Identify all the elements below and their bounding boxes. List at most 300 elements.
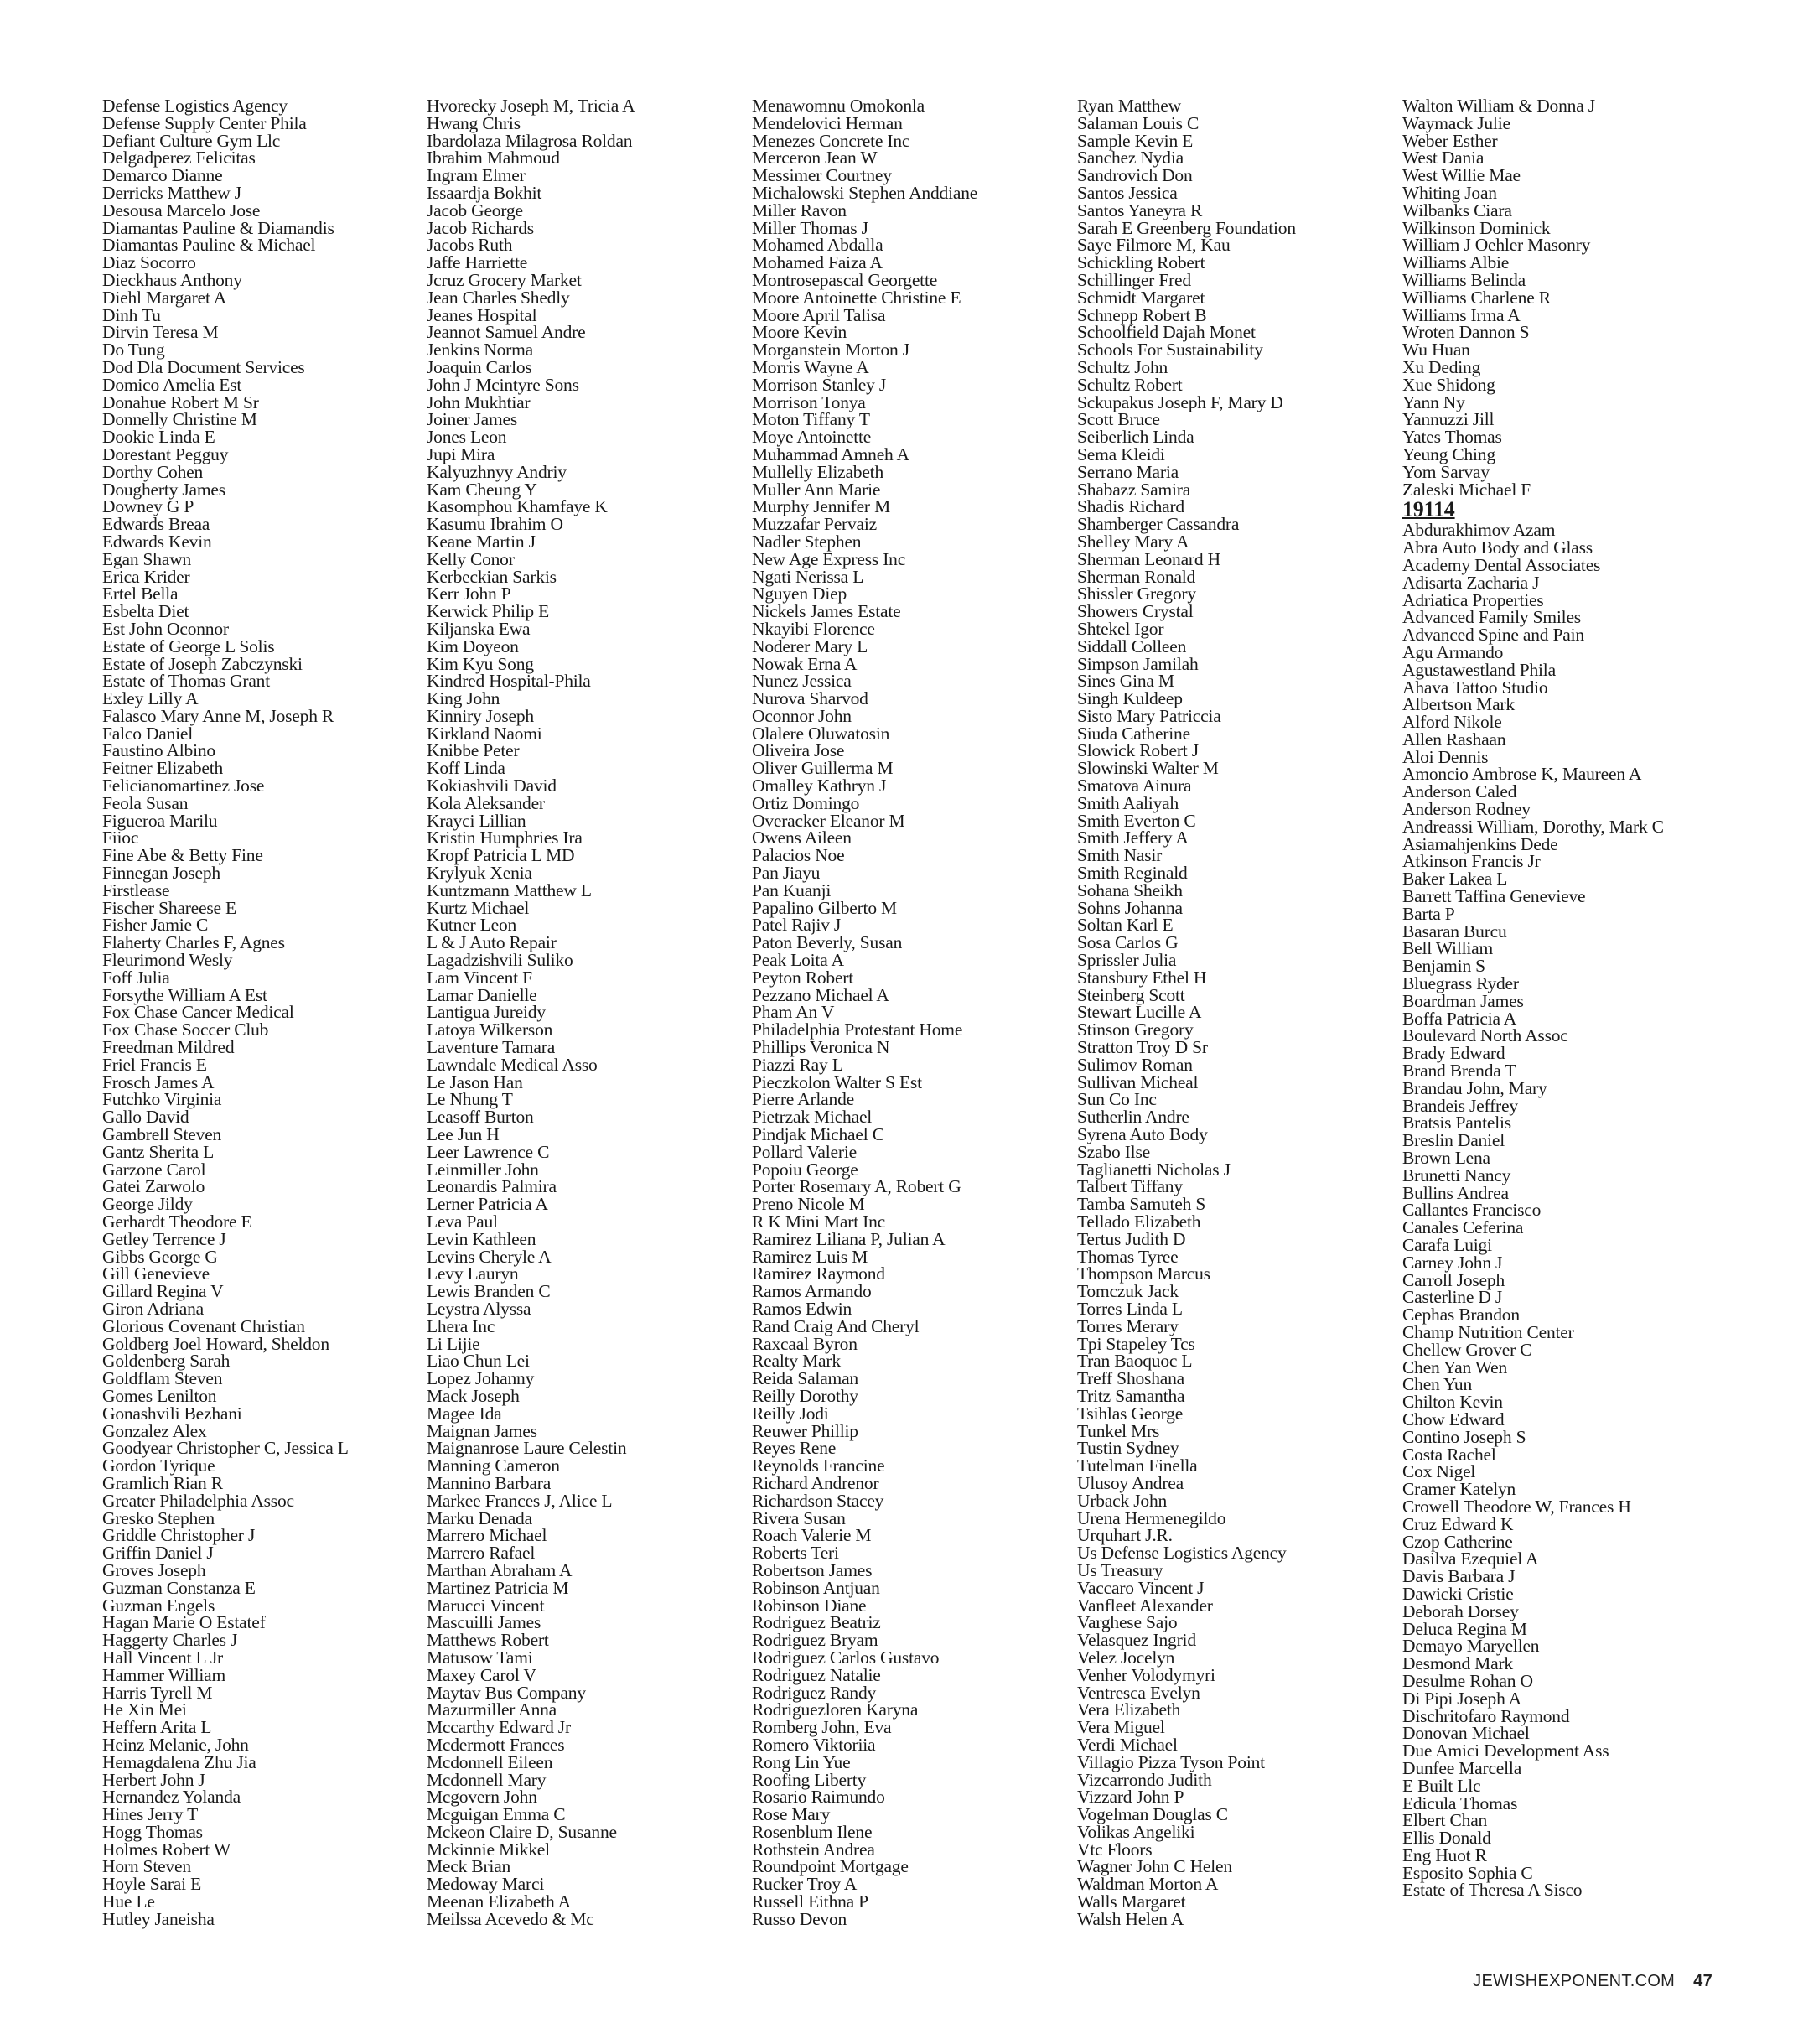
list-item: Moye Antoinette [752,427,872,448]
list-item: Estate of Theresa A Sisco [1402,1880,1583,1901]
list-item: Marucci Vincent [427,1595,545,1616]
list-item: Realty Mark [752,1351,841,1372]
list-item: Mannino Barbara [427,1472,552,1493]
list-item: Desulme Rohan O [1402,1670,1533,1691]
list-item: Reuwer Phillip [752,1420,858,1441]
list-item: Shissler Gregory [1077,584,1196,604]
list-item: Rose Mary [752,1804,831,1825]
list-item: Seiberlich Linda [1077,427,1194,448]
list-item: Porter Rosemary A, Robert G [752,1176,961,1197]
list-item: Smith Jeffery A [1077,827,1189,848]
list-item: Rivera Susan [752,1507,846,1528]
list-item: Krayci Lillian [427,810,526,831]
list-item: Rodriguezloren Karyna [752,1699,919,1720]
list-item: Costa Rachel [1402,1444,1496,1465]
list-item: Wilkinson Dominick [1402,217,1551,238]
list-item: Herbert John J [102,1769,205,1790]
list-item: Levin Kathleen [427,1228,536,1249]
list-item: Donovan Michael [1402,1723,1530,1744]
list-item: Casterline D J [1402,1287,1503,1308]
list-item: Defense Supply Center Phila [102,112,307,133]
list-item: Edicula Thomas [1402,1792,1518,1813]
list-item: Showers Crystal [1077,601,1194,622]
list-item: Firstlease [102,879,170,900]
list-item: Papalino Gilberto M [752,897,897,918]
list-item: Stewart Lucille A [1077,1002,1202,1023]
list-item: Diamantas Pauline & Michael [102,235,316,256]
list-item: Anderson Caled [1402,781,1517,802]
list-item: George Jildy [102,1194,193,1215]
list-item: Vogelman Douglas C [1077,1804,1228,1825]
list-item: Glorious Covenant Christian [102,1315,305,1336]
list-item: Jaffe Harriette [427,252,528,273]
list-item: Ryan Matthew [1077,96,1181,116]
list-item: Rodriguez Randy [752,1682,877,1703]
list-item: Leasoff Burton [427,1107,534,1128]
list-item: Carney John J [1402,1252,1503,1273]
list-item: Hogg Thomas [102,1821,203,1842]
list-item: Williams Albie [1402,252,1510,273]
list-item: Walton William & Donna J [1402,96,1595,116]
list-item: Frosch James A [102,1071,215,1092]
list-item: Boardman James [1402,990,1524,1011]
list-item: Jean Charles Shedly [427,287,570,308]
list-item: Desousa Marcelo Jose [102,200,261,220]
list-item: Felicianomartinez Jose [102,776,265,796]
list-item: Demayo Maryellen [1402,1636,1540,1657]
list-item: Kiljanska Ewa [427,618,531,639]
list-item: Bell William [1402,938,1494,959]
list-item: Gramlich Rian R [102,1472,223,1493]
list-item: Olalere Oluwatosin [752,723,890,744]
list-item: Lawndale Medical Asso [427,1054,598,1075]
list-item: Patel Rajiv J [752,915,842,936]
list-item: Muller Ann Marie [752,479,881,500]
list-item: Lopez Johanny [427,1368,535,1389]
list-item: Hall Vincent L Jr [102,1647,223,1668]
list-item: Finnegan Joseph [102,863,220,884]
list-item: Latoya Wilkerson [427,1019,553,1040]
list-item: Nadler Stephen [752,531,862,552]
list-item: Cox Nigel [1402,1461,1476,1482]
list-item: Kim Doyeon [427,636,519,656]
list-item: Tritz Samantha [1077,1385,1185,1406]
list-item: Raxcaal Byron [752,1333,858,1354]
list-item: Sulimov Roman [1077,1054,1193,1075]
list-item: Ibrahim Mahmoud [427,148,560,169]
list-item: Morris Wayne A [752,356,869,377]
list-item: Rodriguez Beatriz [752,1612,881,1633]
list-item: Pan Kuanji [752,879,832,900]
zip-19114-name-list [1402,521,1721,1899]
list-item: Hwang Chris [427,112,521,133]
list-item: Vera Elizabeth [1077,1699,1181,1720]
list-item: Xue Shidong [1402,374,1495,395]
list-item: Marrero Michael [427,1525,547,1546]
list-item: Mcdermott Frances [427,1734,565,1755]
list-item: Tellado Elizabeth [1077,1211,1201,1232]
list-item: Goldflam Steven [102,1368,223,1389]
list-item: Stratton Troy D Sr [1077,1037,1208,1058]
list-item: Stinson Gregory [1077,1019,1194,1040]
list-item: Fiioc [102,827,139,848]
list-item: Waldman Morton A [1077,1874,1219,1895]
list-item: Leer Lawrence C [427,1141,550,1162]
list-item: Defiant Culture Gym Llc [102,130,281,151]
list-item: Hammer William [102,1664,225,1685]
list-item: Walsh Helen A [1077,1908,1184,1929]
page-footer [1473,1972,1713,1991]
website-url: JEWISHEXPONENT.COM [1473,1972,1676,1990]
list-item: Matusow Tami [427,1647,533,1668]
list-item: Levy Lauryn [427,1263,519,1284]
list-item: Smith Nasir [1077,845,1163,866]
list-item: Alford Nikole [1402,712,1502,733]
list-item: Muzzafar Pervaiz [752,514,878,535]
list-item: Tustin Sydney [1077,1438,1179,1459]
list-item: Diaz Socorro [102,252,196,273]
list-item: Leva Paul [427,1211,498,1232]
list-item: Thomas Tyree [1077,1246,1179,1267]
list-item: Griddle Christopher J [102,1525,256,1546]
list-item: Forsythe William A Est [102,984,267,1005]
list-item: Williams Belinda [1402,269,1526,290]
list-item: Mcdonnell Mary [427,1769,547,1790]
list-item: Santos Jessica [1077,182,1178,203]
list-item: Gordon Tyrique [102,1455,215,1476]
list-item: Jenkins Norma [427,340,533,361]
list-item: Ramirez Raymond [752,1263,885,1284]
list-item: Gallo David [102,1107,189,1128]
list-item: Merceron Jean W [752,148,878,169]
list-item: Urena Hermenegildo [1077,1507,1226,1528]
list-item: Lagadzishvili Suliko [427,950,573,971]
list-item: Koff Linda [427,758,505,779]
list-item: Chilton Kevin [1402,1392,1503,1413]
list-item: Rodriguez Natalie [752,1664,881,1685]
list-item: Sample Kevin E [1077,130,1194,151]
list-item: Pindjak Michael C [752,1124,884,1145]
list-item: Jacob George [427,200,523,220]
list-item: Chellew Grover C [1402,1339,1532,1360]
list-item: Wu Huan [1402,340,1470,361]
list-item: Treff Shoshana [1077,1368,1184,1389]
list-item: Saye Filmore M, Kau [1077,235,1231,256]
list-item: Jacobs Ruth [427,235,513,256]
list-item: Pezzano Michael A [752,984,889,1005]
list-item: Figueroa Marilu [102,810,218,831]
list-item: Schnepp Robert B [1077,304,1207,325]
list-item: Diamantas Pauline & Diamandis [102,217,334,238]
list-item: Ramirez Liliana P, Julian A [752,1228,946,1249]
list-item: Donahue Robert M Sr [102,392,259,412]
list-item: Kalyuzhnyy Andriy [427,461,567,482]
list-item: Preno Nicole M [752,1194,865,1215]
list-item: Venher Volodymyri [1077,1664,1215,1685]
list-item: Edwards Breaa [102,514,210,535]
list-item: Dieckhaus Anthony [102,269,242,290]
list-item: Abdurakhimov Azam [1402,520,1556,541]
list-item: Cruz Edward K [1402,1513,1514,1534]
list-item: Volikas Angeliki [1077,1821,1195,1842]
list-item: Maignan James [427,1420,537,1441]
list-item: Dorthy Cohen [102,461,204,482]
list-item: Le Jason Han [427,1071,523,1092]
list-item: Scott Bruce [1077,409,1160,430]
list-item: Kam Cheung Y [427,479,537,500]
list-item: Reynolds Francine [752,1455,885,1476]
list-item: Meck Brian [427,1856,511,1877]
list-item: Barrett Taffina Genevieve [1402,886,1586,907]
list-item: Sarah E Greenberg Foundation [1077,217,1296,238]
list-item: Medoway Marci [427,1874,545,1895]
list-item: Urquhart J.R. [1077,1525,1173,1546]
list-item: Maxey Carol V [427,1664,536,1685]
list-item: Harris Tyrell M [102,1682,213,1703]
list-item: Mendelovici Herman [752,112,903,133]
list-item: Mckinnie Mikkel [427,1839,550,1860]
list-item: Lamar Danielle [427,984,537,1005]
list-item: Weber Esther [1402,130,1498,151]
list-item: Le Nhung T [427,1089,513,1110]
list-item: Ortiz Domingo [752,792,860,813]
list-item: Kristin Humphries Ira [427,827,583,848]
list-item: Piazzi Ray L [752,1054,843,1075]
list-item: Singh Kuldeep [1077,688,1183,709]
list-item: Mullelly Elizabeth [752,461,884,482]
list-item: Friel Francis E [102,1054,207,1075]
list-item: Roach Valerie M [752,1525,872,1546]
list-item: Est John Oconnor [102,618,229,639]
list-item: Kutner Leon [427,915,517,936]
list-item: Garzone Carol [102,1159,206,1180]
list-item: Montrosepascal Georgette [752,269,938,290]
list-item: Boffa Patricia A [1402,1008,1517,1029]
list-item: Paton Beverly, Susan [752,932,903,953]
list-item: Meilssa Acevedo & Mc [427,1908,594,1929]
list-item: Mccarthy Edward Jr [427,1717,571,1738]
zip-code-heading: 19114 [1402,497,1455,522]
list-item: Feola Susan [102,792,189,813]
list-item: Kasomphou Khamfaye K [427,496,608,517]
list-item: Carroll Joseph [1402,1269,1505,1290]
list-item: Robinson Diane [752,1595,867,1616]
list-item: Sutherlin Andre [1077,1107,1189,1128]
list-item: Demarco Dianne [102,165,223,186]
list-item: Brand Brenda T [1402,1061,1516,1082]
list-item: Kinniry Joseph [427,705,534,726]
list-item: Abra Auto Body and Glass [1402,537,1593,558]
list-item: Smith Aaliyah [1077,792,1179,813]
list-item: Vaccaro Vincent J [1077,1577,1205,1598]
list-item: Joaquin Carlos [427,356,532,377]
list-item: Romberg John, Eva [752,1717,892,1738]
list-item: Chen Yan Wen [1402,1357,1508,1377]
list-item: Ertel Bella [102,584,179,604]
list-item: Yates Thomas [1402,427,1502,448]
list-item: Liao Chun Lei [427,1351,530,1372]
list-item: Fox Chase Soccer Club [102,1019,269,1040]
list-item: Edwards Kevin [102,531,212,552]
list-item: E Built Llc [1402,1775,1481,1796]
list-item: Smith Everton C [1077,810,1196,831]
list-item: Guzman Constanza E [102,1577,256,1598]
list-item: Matthews Robert [427,1630,549,1651]
list-item: Maignanrose Laure Celestin [427,1438,627,1459]
list-item: Pham An V [752,1002,835,1023]
list-item: Murphy Jennifer M [752,496,890,517]
list-item: Gerhardt Theodore E [102,1211,252,1232]
list-item: Mohamed Abdalla [752,235,883,256]
list-item: Andreassi William, Dorothy, Mark C [1402,816,1664,837]
list-item: Mckeon Claire D, Susanne [427,1821,617,1842]
list-item: Yannuzzi Jill [1402,409,1495,430]
list-item: Vanfleet Alexander [1077,1595,1213,1616]
list-item: Rosario Raimundo [752,1787,885,1808]
list-item: Serrano Maria [1077,461,1179,482]
list-item: Amoncio Ambrose K, Maureen A [1402,764,1642,785]
list-item: Xu Deding [1402,356,1481,377]
list-item: Verdi Michael [1077,1734,1178,1755]
list-item: Pieczkolon Walter S Est [752,1071,922,1092]
list-item: Miller Ravon [752,200,847,220]
list-item: Marrero Rafael [427,1543,536,1564]
list-item: Advanced Spine and Pain [1402,625,1584,646]
list-item: Simpson Jamilah [1077,653,1199,674]
list-item: Do Tung [102,340,165,361]
list-item: Delgadperez Felicitas [102,148,256,169]
list-item: Tran Baoquoc L [1077,1351,1193,1372]
list-item: Oliver Guillerma M [752,758,894,779]
list-item: Schultz Robert [1077,374,1183,395]
list-item: Shamberger Cassandra [1077,514,1240,535]
list-item: Krylyuk Xenia [427,863,532,884]
list-item: Boulevard North Assoc [1402,1025,1568,1046]
list-item: Popoiu George [752,1159,858,1180]
list-item: Gresko Stephen [102,1507,215,1528]
list-item: Nunez Jessica [752,671,852,692]
list-item: Carafa Luigi [1402,1235,1492,1255]
list-item: Soltan Karl E [1077,915,1174,936]
list-item: Adisarta Zacharia J [1402,572,1540,593]
list-item: Issaardja Bokhit [427,182,542,203]
list-item: Futchko Virginia [102,1089,222,1110]
list-item: Adriatica Properties [1402,589,1544,610]
list-item: Marthan Abraham A [427,1559,573,1580]
list-item: Schultz John [1077,356,1168,377]
list-item: Esbelta Diet [102,601,189,622]
list-item: Pietrzak Michael [752,1107,873,1128]
list-item: Us Defense Logistics Agency [1077,1543,1287,1564]
list-item: Ventresca Evelyn [1077,1682,1200,1703]
list-item: Jones Leon [427,427,507,448]
list-item: Getley Terrence J [102,1228,226,1249]
list-item: Laventure Tamara [427,1037,556,1058]
list-item: Brandau John, Mary [1402,1077,1547,1098]
list-item: Pierre Arlande [752,1089,854,1110]
list-item: Rand Craig And Cheryl [752,1315,920,1336]
list-item: Sprissler Julia [1077,950,1177,971]
list-item: Urback John [1077,1490,1168,1511]
list-item: Sohns Johanna [1077,897,1183,918]
list-item: Flaherty Charles F, Agnes [102,932,285,953]
list-item: Nguyen Diep [752,584,847,604]
list-item: Owens Aileen [752,827,852,848]
list-item: Heinz Melanie, John [102,1734,249,1755]
list-item: Schmidt Margaret [1077,287,1205,308]
list-item: Thompson Marcus [1077,1263,1210,1284]
list-item: Slowinski Walter M [1077,758,1219,779]
list-item: Pollard Valerie [752,1141,857,1162]
list-item: Roofing Liberty [752,1769,867,1790]
list-item: Leonardis Palmira [427,1176,557,1197]
list-item: Sisto Mary Patriccia [1077,705,1221,726]
list-item: Champ Nutrition Center [1402,1321,1574,1342]
list-item: Jeannot Samuel Andre [427,322,586,343]
list-item: Sema Kleidi [1077,444,1165,464]
list-item: Tertus Judith D [1077,1228,1186,1249]
list-item: Desmond Mark [1402,1653,1513,1674]
list-item: Sohana Sheikh [1077,879,1183,900]
list-item: Ibardolaza Milagrosa Roldan [427,130,633,151]
list-item: Joiner James [427,409,518,430]
list-item: Roundpoint Mortgage [752,1856,909,1877]
list-item: Exley Lilly A [102,688,199,709]
list-item: Us Treasury [1077,1559,1163,1580]
list-item: Sullivan Micheal [1077,1071,1199,1092]
list-item: Phillips Veronica N [752,1037,890,1058]
list-item: Santos Yaneyra R [1077,200,1203,220]
list-item: Giron Adriana [102,1298,204,1319]
list-item: Brandeis Jeffrey [1402,1095,1518,1116]
list-item: Yom Sarvay [1402,461,1490,482]
list-item: Horn Steven [102,1856,191,1877]
list-item: Wroten Dannon S [1402,322,1530,343]
list-item: Mcguigan Emma C [427,1804,566,1825]
list-item: Miller Thomas J [752,217,868,238]
list-item: Due Amici Development Ass [1402,1741,1609,1761]
list-item: Zaleski Michael F [1402,479,1531,500]
list-item: Elbert Chan [1402,1810,1488,1831]
list-item: Atkinson Francis Jr [1402,851,1541,872]
list-item: Griffin Daniel J [102,1543,214,1564]
list-item: Hernandez Yolanda [102,1787,241,1808]
list-item: Rong Lin Yue [752,1751,851,1772]
list-item: Czop Catherine [1402,1531,1513,1552]
list-item: Keane Martin J [427,531,536,552]
list-item: Williams Irma A [1402,304,1521,325]
list-item: Freedman Mildred [102,1037,235,1058]
list-item: Derricks Matthew J [102,182,241,203]
list-item: Siuda Catherine [1077,723,1190,744]
list-item: Peak Loita A [752,950,844,971]
list-item: Crowell Theodore W, Frances H [1402,1496,1631,1517]
list-item: Gatei Zarwolo [102,1176,205,1197]
list-item: Pan Jiayu [752,863,821,884]
list-item: Omalley Kathryn J [752,776,887,796]
list-item: Basaran Burcu [1402,921,1507,942]
list-item: Reilly Dorothy [752,1385,858,1406]
list-item: Tomczuk Jack [1077,1281,1179,1302]
list-item: Esposito Sophia C [1402,1862,1533,1883]
list-item: Agustawestland Phila [1402,659,1556,680]
list-item: Slowick Robert J [1077,740,1199,761]
list-item: Walls Margaret [1077,1891,1186,1912]
list-item: Velasquez Ingrid [1077,1630,1196,1651]
list-item: Magee Ida [427,1403,502,1424]
list-item: Ramos Edwin [752,1298,852,1319]
list-item: Bullins Andrea [1402,1182,1509,1203]
